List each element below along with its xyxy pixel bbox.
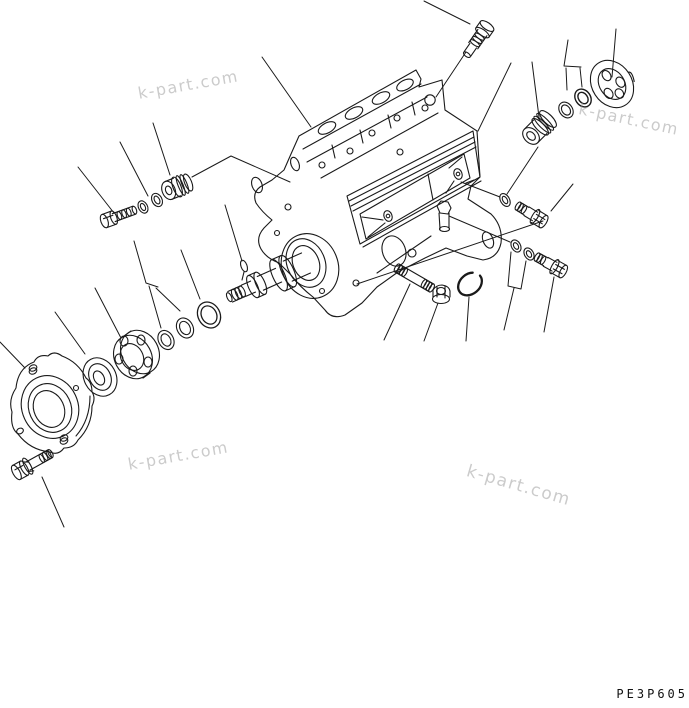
cover-screw-hole	[452, 167, 463, 180]
leader-line	[424, 303, 438, 341]
leader-line	[225, 205, 242, 261]
inspection-hole	[378, 233, 410, 270]
flange-bore-inner	[27, 385, 70, 432]
leader-line	[262, 57, 311, 127]
bearing-ball	[144, 357, 152, 367]
washer-outer	[136, 199, 150, 215]
coupling-spline	[602, 87, 615, 101]
plug-face-bore	[525, 130, 537, 142]
mounting-line	[192, 156, 290, 182]
o-ring-outer	[173, 315, 197, 341]
leader-line	[181, 250, 200, 299]
bolt-tip	[463, 51, 472, 59]
coupling-spline	[613, 87, 625, 100]
drawing-code: PE3P605	[616, 687, 688, 701]
watermark: k-part.com	[126, 437, 231, 474]
boss-hole	[397, 149, 403, 155]
fitting-end	[440, 227, 450, 232]
camshaft	[220, 247, 313, 313]
mounting-line	[436, 52, 466, 97]
gasket-washer	[149, 191, 164, 208]
bolt-shank	[26, 450, 53, 470]
flange-nut	[433, 285, 451, 304]
leader-line	[120, 142, 148, 196]
o-ring	[556, 99, 576, 120]
key	[239, 259, 249, 272]
plug-face	[519, 124, 542, 147]
boss-hole	[394, 115, 400, 121]
bearing-ball	[137, 335, 145, 345]
leader-line	[478, 63, 511, 131]
fitting-hex	[437, 201, 451, 214]
boss-hole	[319, 162, 325, 168]
snap-ring	[454, 268, 487, 300]
hex-bolt	[531, 249, 569, 280]
washer-inner	[153, 195, 161, 205]
face-hole	[408, 249, 416, 257]
watermark: k-part.com	[136, 66, 241, 103]
lock-washer	[21, 457, 35, 476]
o-ring	[173, 315, 197, 341]
bolt-hole	[353, 280, 359, 286]
stud-bolt	[393, 263, 436, 293]
leader-line	[466, 297, 469, 341]
boss-hole	[347, 148, 353, 154]
pump-body-outline	[255, 70, 502, 317]
washer-outer	[149, 191, 164, 208]
ball-bearing	[106, 323, 167, 385]
cover-panel-division	[428, 174, 433, 200]
leader-line	[544, 277, 554, 332]
overflow-plug-group	[99, 171, 196, 228]
right-fastener-groups	[498, 192, 570, 280]
flange-pin-hole	[74, 386, 79, 391]
leader-line	[384, 284, 410, 340]
joint-bolt	[99, 203, 139, 229]
top-port-hole	[343, 104, 364, 122]
top-port-hole	[316, 119, 337, 137]
oil-seal	[76, 352, 123, 402]
seal-washer	[498, 192, 513, 209]
pump-top-edge-lines	[303, 84, 438, 178]
watermark: k-part.com	[464, 461, 574, 511]
flange-slot	[289, 156, 301, 172]
bracket-callout	[564, 40, 582, 90]
leader-line	[532, 62, 539, 117]
bearing-cap-plug	[518, 108, 559, 149]
drive-flange-cover	[11, 353, 94, 453]
washer-outer	[498, 192, 513, 209]
flange-slot	[250, 176, 265, 194]
top-port-hole	[370, 89, 391, 107]
nut-bore	[437, 288, 446, 295]
corner-bracket-hole	[425, 95, 435, 105]
plug-rib	[532, 114, 553, 135]
shaft-mid	[257, 268, 281, 290]
face-hole	[275, 231, 280, 236]
thread-rib	[230, 288, 239, 301]
flange-bore	[20, 376, 79, 439]
leader-lines	[0, 1, 616, 527]
bolt-rib	[469, 38, 480, 48]
cover-gasket-lines	[349, 137, 476, 211]
leader-line	[424, 1, 470, 24]
leader-line	[507, 147, 538, 194]
bearing-ball	[115, 354, 123, 364]
coupling-spline	[614, 75, 627, 89]
leader-line	[153, 123, 170, 175]
washer-inner	[512, 242, 519, 250]
overflow-valve-plug	[159, 171, 196, 202]
bolt-tip	[131, 206, 137, 215]
seal-outer	[76, 352, 123, 402]
bracket-callout	[504, 252, 526, 330]
boss-hole	[369, 130, 375, 136]
leader-line	[78, 167, 114, 213]
face-hole	[320, 289, 325, 294]
leader-line	[551, 184, 573, 211]
washer-inner	[525, 250, 532, 258]
delivery-fitting	[437, 201, 451, 232]
leader-line	[0, 342, 25, 368]
key-stem	[242, 272, 244, 280]
nut-flange	[433, 295, 450, 304]
cover-outline	[347, 131, 480, 244]
seal-lip	[91, 369, 107, 387]
leader-line	[95, 288, 121, 338]
flange-rim	[11, 366, 89, 448]
boss-hole	[422, 105, 428, 111]
cover-screw-hole-inner	[456, 172, 460, 176]
plug-step	[169, 176, 184, 198]
face-hole	[285, 204, 291, 210]
bracket-callout	[134, 241, 180, 328]
cover-screw-hole	[382, 209, 393, 222]
watermark: k-part.com	[577, 99, 681, 140]
leader-line	[55, 312, 85, 354]
flange-bolt	[9, 445, 57, 482]
cover-screw-hole-inner	[386, 214, 390, 218]
side-cover	[347, 131, 481, 247]
spacer-ring	[193, 298, 225, 332]
top-port-hole	[395, 77, 415, 94]
stud-side	[395, 264, 434, 292]
washer-inner	[139, 203, 146, 212]
bottom-fasteners	[393, 263, 486, 303]
plug-face-bore	[164, 185, 173, 196]
ring-outer	[193, 298, 225, 332]
o-ring-outer	[556, 99, 576, 120]
gasket-washer	[136, 199, 150, 215]
leader-line	[42, 477, 64, 527]
